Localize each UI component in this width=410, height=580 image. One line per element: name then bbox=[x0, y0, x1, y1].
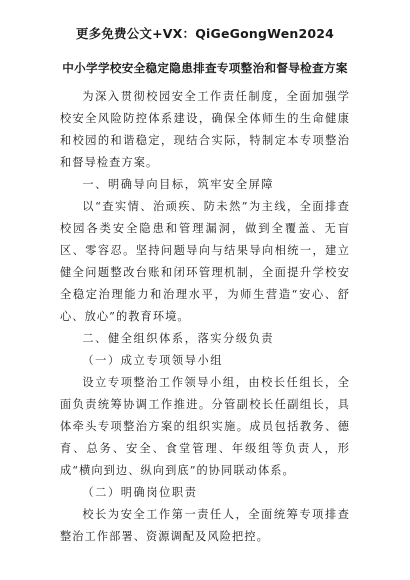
intro-paragraph: 为深入贯彻校园安全工作责任制度，全面加强学校安全风险防控体系建设，确保全体师生的生命健康和校园的和谐稳定，现结合实际，特制定本专项整治和督导检查方案。 bbox=[60, 90, 350, 169]
section-1-paragraph: 以“查实情、治顽疾、防未然”为主线，全面排查校园各类安全隐患和管理漏洞，做到全覆盖、无盲区、零容忍。坚持问题导向与结果导向相统一，建立健全问题整改台账和闭环管理机制，全面提升学校安全稳定治理能力和治理水平，为师生营造“安心、舒心、放心”的教育环境。 bbox=[60, 200, 350, 323]
subheading-1: （一）成立专项领导小组 bbox=[82, 354, 224, 367]
section-heading-2: 二、健全组织体系，落实分级负责 bbox=[82, 332, 275, 345]
subsection-2-paragraph: 校长为安全工作第一责任人，全面统筹专项排查整治工作部署、资源调配及风险把控。 bbox=[60, 508, 350, 543]
section-heading-1: 一、明确导向目标，筑牢安全屏障 bbox=[82, 178, 275, 191]
subsection-1-paragraph: 设立专项整治工作领导小组，由校长任组长，全面负责统筹协调工作推进。分管副校长任副组长，具体牵头专项整治方案的组织实施。成员包括教务、德育、总务、安全、食堂管理、年级组等负责人，形成“横向到边、纵向到底”的协同联动体系。 bbox=[60, 376, 350, 477]
document-title: 中小学学校安全稳定隐患排查专项整治和督导检查方案 bbox=[62, 61, 348, 75]
watermark-header: 更多免费公文+VX：QiGeGongWen2024 bbox=[75, 26, 335, 41]
subheading-2: （二）明确岗位职责 bbox=[82, 486, 198, 499]
document-body bbox=[60, 86, 350, 548]
